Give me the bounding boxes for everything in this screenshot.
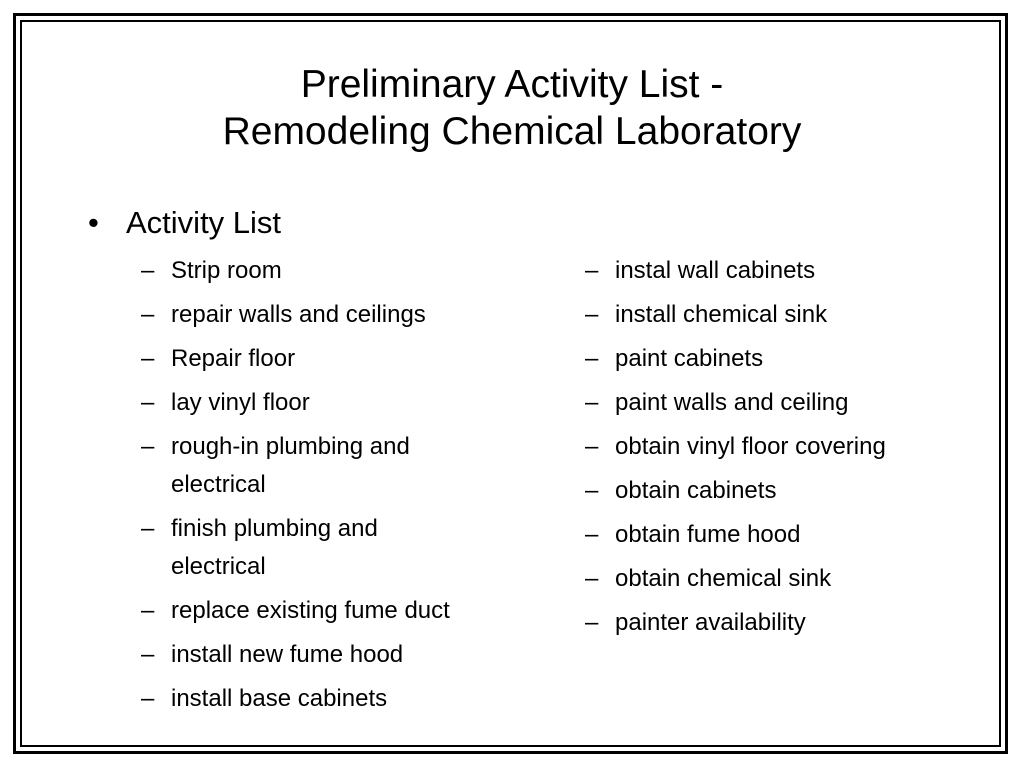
dash-marker: – bbox=[585, 257, 599, 284]
list-item bbox=[585, 560, 945, 598]
dash-marker: – bbox=[585, 301, 599, 328]
list-item-text: obtain chemical sink bbox=[615, 565, 832, 592]
dash-marker: – bbox=[585, 477, 599, 504]
dash-marker: – bbox=[141, 597, 155, 624]
left-activity-column bbox=[141, 252, 471, 724]
dash-marker: – bbox=[141, 641, 155, 668]
list-item bbox=[585, 252, 945, 290]
list-item bbox=[141, 340, 471, 378]
list-item-text: lay vinyl floor bbox=[171, 389, 310, 416]
list-item-text: install chemical sink bbox=[615, 301, 828, 328]
dash-marker: – bbox=[141, 433, 155, 460]
list-item-text: Strip room bbox=[171, 257, 282, 284]
list-item bbox=[141, 296, 471, 334]
list-item-text: finish plumbing and electrical bbox=[171, 515, 378, 580]
list-item bbox=[141, 636, 471, 674]
list-item-text: replace existing fume duct bbox=[171, 597, 450, 624]
list-item bbox=[141, 592, 471, 630]
list-item bbox=[585, 428, 945, 466]
list-item-text: install new fume hood bbox=[171, 641, 404, 668]
dash-marker: – bbox=[585, 565, 599, 592]
activity-list-heading: Activity List bbox=[126, 205, 282, 240]
activity-list-bullet bbox=[88, 203, 281, 243]
dash-marker: – bbox=[141, 301, 155, 328]
dash-marker: – bbox=[141, 685, 155, 712]
list-item bbox=[585, 296, 945, 334]
dash-marker: – bbox=[585, 345, 599, 372]
list-item bbox=[585, 604, 945, 642]
title-line-1: Preliminary Activity List - bbox=[300, 63, 724, 106]
list-item bbox=[141, 428, 471, 504]
list-item-text: painter availability bbox=[615, 609, 806, 636]
list-item bbox=[585, 384, 945, 422]
bullet-marker: • bbox=[88, 205, 99, 240]
slide-title bbox=[0, 61, 1024, 155]
list-item-text: obtain cabinets bbox=[615, 477, 777, 504]
dash-marker: – bbox=[585, 389, 599, 416]
list-item-text: obtain fume hood bbox=[615, 521, 801, 548]
dash-marker: – bbox=[585, 609, 599, 636]
list-item-text: rough-in plumbing and electrical bbox=[171, 433, 410, 498]
right-activity-column bbox=[585, 252, 945, 648]
list-item-text: instal wall cabinets bbox=[615, 257, 816, 284]
list-item bbox=[141, 252, 471, 290]
list-item bbox=[585, 472, 945, 510]
list-item-text: paint cabinets bbox=[615, 345, 764, 372]
dash-marker: – bbox=[141, 257, 155, 284]
dash-marker: – bbox=[585, 521, 599, 548]
list-item bbox=[585, 516, 945, 554]
dash-marker: – bbox=[585, 433, 599, 460]
list-item-text: paint walls and ceiling bbox=[615, 389, 849, 416]
list-item-text: install base cabinets bbox=[171, 685, 388, 712]
list-item bbox=[585, 340, 945, 378]
list-item-text: obtain vinyl floor covering bbox=[615, 433, 886, 460]
list-item-text: repair walls and ceilings bbox=[171, 301, 426, 328]
dash-marker: – bbox=[141, 345, 155, 372]
title-line-2: Remodeling Chemical Laboratory bbox=[222, 110, 802, 153]
list-item bbox=[141, 510, 471, 586]
dash-marker: – bbox=[141, 389, 155, 416]
list-item-text: Repair floor bbox=[171, 345, 296, 372]
list-item bbox=[141, 384, 471, 422]
list-item bbox=[141, 680, 471, 718]
dash-marker: – bbox=[141, 515, 155, 542]
